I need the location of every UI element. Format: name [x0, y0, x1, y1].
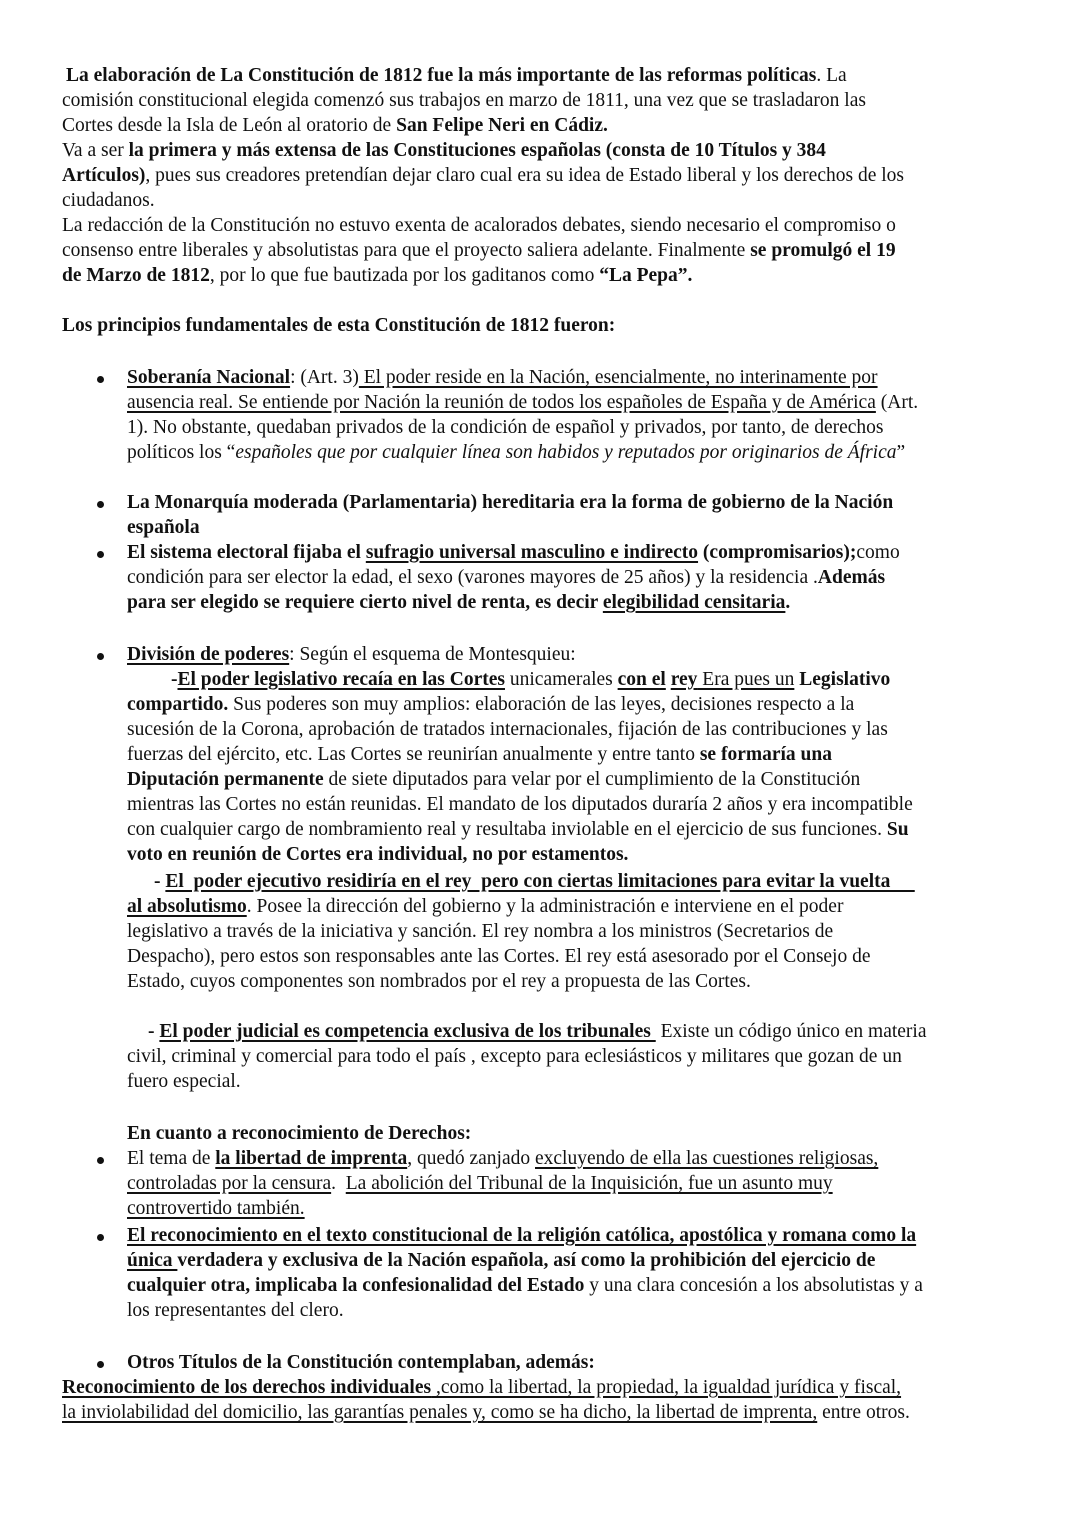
bullet-icon: [97, 1234, 104, 1241]
ejecutivo-line-1: - El poder ejecutivo residiría en el rey pero con ciertas limitaciones para evitar la vuelta: [154, 871, 915, 892]
religion-line-2: única verdadera y exclusiva de la Nación española, así como la prohibición del ejercicio de: [127, 1250, 876, 1271]
ejecutivo-line-2: al absolutismo. Posee la dirección del gobierno y la administración e interviene en el poder: [127, 896, 844, 917]
legislativo-line-7: con cualquier cargo de nombramiento real y resultaba inviolable en el ejercicio de sus funciones. Su: [127, 819, 909, 840]
legislativo-line-1: -El poder legislativo recaía en las Cortes unicamerales con el rey Era pues un Legislativo: [171, 669, 891, 690]
intro-line-8: consenso entre liberales y absolutistas para que el proyecto saliera adelante. Finalmente se promulgó el 19: [62, 240, 896, 261]
ejecutivo-line-5: Estado, cuyos componentes son nombrados por el rey a propuesta de las Cortes.: [127, 971, 751, 992]
bullet-icon: [97, 501, 104, 508]
soberania-quote: españoles que por cualquier línea son habidos y reputados por originarios de África: [235, 442, 897, 463]
ejecutivo-line-4: Despacho), pero estos son responsables ante las Cortes. El rey está asesorado por el Consejo de: [127, 946, 871, 967]
judicial-line-2: civil, criminal y comercial para todo el país , excepto para eclesiásticos y militares que gozan de un: [127, 1046, 902, 1067]
legislativo-line-4: fuerzas del ejército, etc. Las Cortes se reunirían anualmente y entre tanto se formaría una: [127, 744, 832, 765]
derechos-heading: En cuanto a reconocimiento de Derechos:: [127, 1123, 472, 1144]
intro-line-5: Artículos), pues sus creadores pretendían dejar claro cual era su idea de Estado liberal y los derechos de los: [62, 165, 904, 186]
principles-heading: Los principios fundamentales de esta Constitución de 1812 fueron:: [62, 315, 616, 336]
intro-line-3: Cortes desde la Isla de León al oratorio de San Felipe Neri en Cádiz.: [62, 115, 608, 136]
intro-line-4: Va a ser la primera y más extensa de las Constituciones españolas (consta de 10 Títulos y 384: [62, 140, 826, 161]
judicial-line-1: - El poder judicial es competencia exclusiva de los tribunales Existe un código único en materia: [148, 1021, 927, 1042]
bullet-icon: [97, 551, 104, 558]
legislativo-line-6: mientras las Cortes no están reunidas. El mandato de los diputados duraría 2 años y era incompatible: [127, 794, 913, 815]
electoral-line-1: El sistema electoral fijaba el sufragio universal masculino e indirecto (compromisarios);como: [127, 542, 900, 563]
legislativo-line-8: voto en reunión de Cortes era individual, no por estamentos.: [127, 844, 629, 865]
monarquia-line-2: española: [127, 517, 200, 538]
legislativo-line-2: compartido. Sus poderes son muy amplios: elaboración de las leyes, decisiones respecto a la: [127, 694, 855, 715]
soberania-term: Soberanía Nacional: [127, 367, 291, 388]
intro-line-6: ciudadanos.: [62, 190, 155, 211]
religion-line-1: El reconocimiento en el texto constitucional de la religión católica, apostólica y romana como la: [127, 1225, 917, 1246]
bullet-icon: [97, 1361, 104, 1368]
division-line-1: División de poderes: Según el esquema de Montesquieu:: [127, 644, 576, 665]
imprenta-line-3: controvertido también.: [127, 1198, 305, 1219]
religion-line-3: cualquier otra, implicaba la confesionalidad del Estado y una clara concesión a los absolutistas y a: [127, 1275, 923, 1296]
imprenta-line-1: El tema de la libertad de imprenta, quedó zanjado excluyendo de ella las cuestiones religiosas,: [127, 1148, 879, 1169]
bullet-icon: [97, 1157, 104, 1164]
bullet-icon: [97, 376, 104, 383]
intro-line-9: de Marzo de 1812, por lo que fue bautizada por los gaditanos como “La Pepa”.: [62, 265, 693, 286]
otros-heading: Otros Títulos de la Constitución contemplaban, además:: [127, 1352, 595, 1373]
soberania-line-3: 1). No obstante, quedaban privados de la condición de español y privados, por tanto, de derechos: [127, 417, 884, 438]
soberania-line-4: políticos los “españoles que por cualquier línea son habidos y reputados por originarios de África”: [127, 442, 906, 463]
otros-line-1: Reconocimiento de los derechos individuales ,como la libertad, la propiedad, la igualdad jurídica y fiscal,: [62, 1377, 902, 1398]
intro-line-7: La redacción de la Constitución no estuvo exenta de acalorados debates, siendo necesario el compromiso o: [62, 215, 896, 236]
ejecutivo-line-3: legislativo a través de la iniciativa y sanción. El rey nombra a los ministros (Secretarios de: [127, 921, 834, 942]
electoral-line-3: para ser elegido se requiere cierto nivel de renta, es decir elegibilidad censitaria.: [127, 592, 791, 613]
intro-bold-title: La elaboración de La Constitución de 1812 fue la más importante de las reformas políticas: [66, 65, 817, 86]
religion-line-4: los representantes del clero.: [127, 1300, 344, 1321]
bullet-icon: [97, 653, 104, 660]
judicial-line-3: fuero especial.: [127, 1071, 241, 1092]
soberania-line-1: Soberanía Nacional: (Art. 3) El poder reside en la Nación, esencialmente, no interinamente por: [127, 367, 878, 388]
intro-line-1: La elaboración de La Constitución de 1812 fue la más importante de las reformas políticas. La: [66, 65, 847, 86]
electoral-line-2: condición para ser elector la edad, el sexo (varones mayores de 25 años) y la residencia .Además: [127, 567, 886, 588]
legislativo-line-3: sucesión de la Corona, aprobación de tratados internacionales, fijación de las contribuciones y las: [127, 719, 888, 740]
intro-line-2: comisión constitucional elegida comenzó sus trabajos en marzo de 1811, una vez que se trasladaron las: [62, 90, 866, 111]
otros-line-2: la inviolabilidad del domicilio, las garantías penales y, como se ha dicho, la libertad de imprenta, entre otros.: [62, 1402, 910, 1423]
soberania-line-2: ausencia real. Se entiende por Nación la reunión de todos los españoles de España y de América (Art.: [127, 392, 919, 413]
legislativo-line-5: Diputación permanente de siete diputados para velar por el cumplimiento de la Constitución: [127, 769, 861, 790]
imprenta-line-2: controladas por la censura. La abolición del Tribunal de la Inquisición, fue un asunto muy: [127, 1173, 833, 1194]
monarquia-line-1: La Monarquía moderada (Parlamentaria) hereditaria era la forma de gobierno de la Nación: [127, 492, 894, 513]
